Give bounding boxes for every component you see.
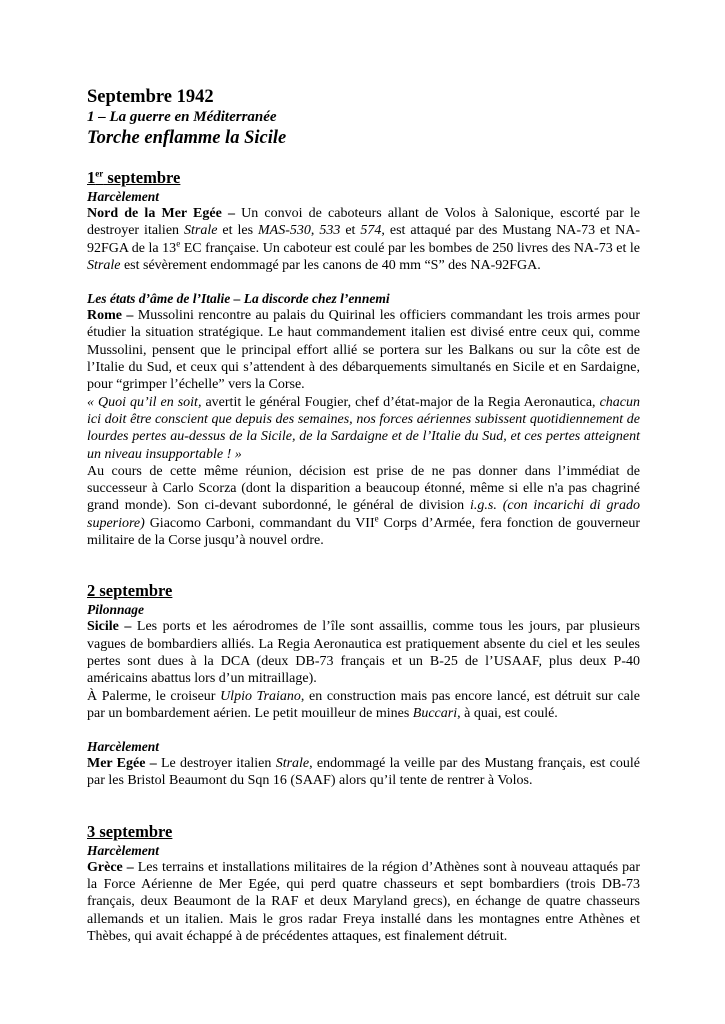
day-heading-sep1 [87, 168, 640, 188]
paragraph-grece [87, 859, 640, 945]
text-run: est sévèrement endommagé par les canons de 40 mm “S” des NA-92FGA. [120, 257, 541, 273]
text-run: Les terrains et installations militaires de la région d’Athènes sont à nouveau attaqués par la Force Aérienne de Mer Egée, qui perd quatre chasseurs et sept bombardiers (trois DB-73 français, deux Beaumont de la RAF et deux Maryland grecs), en échange de quatre chasseurs allemands et un italien. Mais le gros radar Freya installé dans les montagnes entre Athènes et Thèbes, qui avait échappé à de précédentes attaques, est finalement détruit. [87, 859, 640, 944]
superscript: e [176, 237, 181, 248]
paragraph-quote-fougier [87, 394, 640, 463]
ship-name: 574 [360, 223, 382, 239]
page-title: Septembre 1942 [87, 87, 214, 107]
paragraph-nord-mer-egee [87, 205, 640, 274]
text-run: , endommagé la veille par des Mustang français, est coulé par les Bristol Beaumont du Sqn 16 (SAAF) alors qu’il tente de rentrer à Volos. [87, 756, 640, 789]
ship-name: Strale [184, 223, 218, 239]
text-run: , est attaqué par des Mustang NA-73 et NA-92FGA de la 13 [87, 223, 640, 256]
place-name: Grèce – [87, 859, 134, 875]
text-run: Giacomo Carboni, commandant du VII [144, 515, 375, 531]
italic-term: i.g.s. (con incarichi di grado superiore) [87, 498, 640, 531]
category-heading: Harcèlement [87, 842, 159, 858]
chapter-subtitle: 1 – La guerre en Méditerranée [87, 109, 277, 125]
place-name: Nord de la Mer Egée – [87, 206, 235, 221]
text-run: , [310, 223, 320, 239]
text-run: Corps d’Armée, fera fonction de gouverneur militaire de la Corse jusqu’à nouvel ordre. [87, 515, 640, 549]
day-rest: septembre [103, 168, 181, 187]
chapter-main-title: Torche enflamme la Sicile [87, 128, 287, 148]
superscript: e [374, 513, 379, 524]
text-run: , à quai, est coulé. [457, 705, 558, 721]
ship-name: Strale [275, 756, 310, 772]
place-name: Mer Egée – [87, 756, 157, 772]
day-heading-sep3: 3 septembre [87, 821, 173, 841]
text-run: avertit le général Fougier, chef d’état-major de la Regia Aeronautica, [201, 394, 600, 410]
category-heading: Les états d’âme de l’Italie – La discorde chez l’ennemi [87, 291, 390, 307]
text-run: À Palerme, le croiseur [87, 688, 221, 704]
paragraph-rome [87, 307, 640, 393]
text-run: Mussolini rencontre au palais du Quirinal les officiers commandant les trois armes pour étudier la situation stratégique. Le haut commandement italien est divisé entre ceux qui, comme Mussolini, pensent que le principal effort allié se portera sur les Balkans ou sur la côte est de l’Italie du Sud, et ceux qui s’attendent à des débarquements simultanés en Sicile et en Sardaigne, pour “grimper l’échelle” vers la Corse. [87, 308, 640, 393]
day-heading-sep2: 2 septembre [87, 581, 173, 601]
paragraph-mer-egee [87, 755, 640, 790]
text-run: Le destroyer italien [156, 756, 276, 772]
category-heading: Harcèlement [87, 739, 159, 755]
category-heading: Pilonnage [87, 602, 145, 618]
ship-name: 533 [319, 223, 341, 239]
ship-name: Strale [87, 257, 121, 273]
paragraph-palerme [87, 688, 640, 723]
text-run: Un convoi de caboteurs allant de Volos à Salonique, escorté par le destroyer italien [87, 206, 640, 239]
text-run: Les ports et les aérodromes de l’île sont assaillis, comme tous les jours, par plusieurs vagues de bombardiers alliés. La Regia Aeronautica est pratiquement absente du ciel et les seules pertes sont dues à la DCA (deux DB-73 français et un B-25 de l’USAAF, plus deux P-40 américains abattus lors d’un mitraillage). [87, 619, 641, 687]
text-run: EC française. Un caboteur est coulé par les bombes de 250 livres des NA-73 et le [180, 240, 640, 256]
text-run: et [340, 223, 361, 239]
ship-name: Ulpio Traiano [220, 688, 301, 704]
quote-text: « Quoi qu’il en soit, [87, 394, 202, 410]
day-superscript: er [95, 168, 104, 179]
quote-text: chacun ici doit être conscient que depuis des semaines, nos forces aériennes subissent quotidiennement de lourdes pertes au-dessus de la Sicile, de la Sardaigne et de l’Italie du Sud, et ces pertes atteignent un niveau insupportable ! » [87, 394, 640, 462]
category-heading: Harcèlement [87, 189, 159, 204]
text-run: , en construction mais pas encore lancé, est détruit sur cale par un bombardement aérien. Le petit mouilleur de mines [87, 688, 640, 721]
ship-name: Buccari [412, 705, 458, 721]
paragraph-reunion [87, 463, 640, 549]
day-number: 1 [87, 168, 96, 187]
text-run: et les [217, 223, 259, 239]
text-run: Au cours de cette même réunion, décision est prise de ne pas donner dans l’immédiat de successeur à Carlo Scorza (dont la disparition a beaucoup étonné, même si elle n'a pas chagriné grand monde). Son ci-devant subordonné, le général de division [87, 463, 640, 514]
place-name: Sicile – [87, 619, 132, 635]
place-name: Rome – [87, 308, 134, 324]
paragraph-sicile [87, 618, 640, 687]
ship-name: MAS-530 [258, 223, 311, 239]
document-content [87, 86, 640, 945]
